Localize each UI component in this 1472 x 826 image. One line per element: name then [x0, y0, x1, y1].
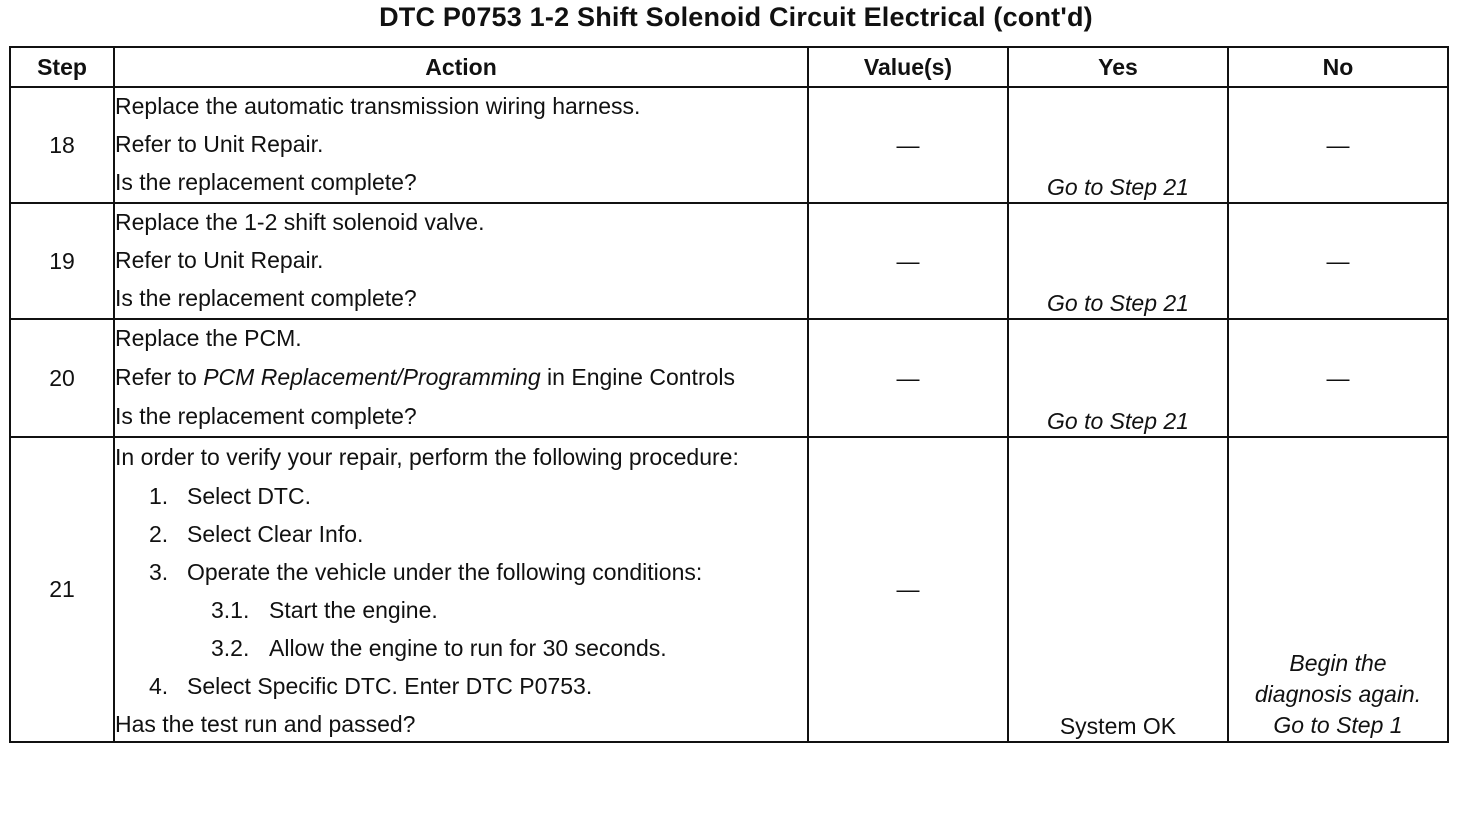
list-item — [115, 554, 807, 592]
header-values: Value(s) — [808, 47, 1008, 87]
action-line: Replace the PCM. — [115, 325, 302, 351]
no-cell: — — [1228, 203, 1448, 319]
action-intro: In order to verify your repair, perform the following procedure: — [115, 444, 739, 470]
header-yes: Yes — [1008, 47, 1228, 87]
value-cell: — — [808, 203, 1008, 319]
value-cell: — — [808, 437, 1008, 742]
list-number: 3. — [149, 559, 169, 585]
list-item — [115, 516, 807, 554]
yes-cell: Go to Step 21 — [1008, 203, 1228, 319]
action-cell — [114, 437, 808, 742]
step-number: 21 — [10, 437, 114, 742]
action-line: Is the replacement complete? — [115, 403, 417, 429]
yes-cell: Go to Step 21 — [1008, 87, 1228, 203]
reference-link-text: PCM Replacement/Programming — [203, 364, 541, 390]
reference-suffix: in Engine Controls — [540, 364, 736, 390]
step-number: 18 — [10, 87, 114, 203]
list-text: Select Clear Info. — [187, 521, 364, 547]
page-title: DTC P0753 1-2 Shift Solenoid Circuit Electrical (cont'd) — [379, 2, 1093, 32]
sub-list-item — [115, 630, 807, 668]
sub-list-item — [115, 592, 807, 630]
action-line: Refer to Unit Repair. — [115, 247, 324, 273]
action-line: Is the replacement complete? — [115, 285, 417, 311]
step-number: 20 — [10, 319, 114, 437]
table-header-row — [10, 47, 1448, 87]
table-row — [10, 203, 1448, 319]
list-item — [115, 668, 807, 706]
value-cell: — — [808, 87, 1008, 203]
list-number: 2. — [149, 521, 169, 547]
list-number: 4. — [149, 673, 169, 699]
action-reference — [115, 358, 807, 398]
reference-prefix: Refer to — [115, 364, 204, 390]
yes-cell: Go to Step 21 — [1008, 319, 1228, 437]
table-row — [10, 87, 1448, 203]
list-number: 3.1. — [211, 597, 250, 623]
action-line: Refer to Unit Repair. — [115, 131, 324, 157]
table-row — [10, 319, 1448, 437]
diagnostic-table — [9, 46, 1449, 743]
step-number: 19 — [10, 203, 114, 319]
list-text: Select Specific DTC. Enter DTC P0753. — [187, 673, 593, 699]
header-action: Action — [114, 47, 808, 87]
action-cell — [114, 87, 808, 203]
yes-cell: System OK — [1008, 437, 1228, 742]
header-no: No — [1228, 47, 1448, 87]
action-cell — [114, 203, 808, 319]
value-cell: — — [808, 319, 1008, 437]
action-question: Has the test run and passed? — [115, 711, 416, 737]
action-line: Replace the automatic transmission wiring harness. — [115, 93, 641, 119]
no-cell — [1228, 437, 1448, 742]
list-number: 3.2. — [211, 635, 250, 661]
header-step: Step — [10, 47, 114, 87]
no-cell: — — [1228, 87, 1448, 203]
action-line: Replace the 1-2 shift solenoid valve. — [115, 209, 485, 235]
list-text: Start the engine. — [269, 597, 438, 623]
no-cell: — — [1228, 319, 1448, 437]
no-line: diagnosis again. — [1254, 681, 1422, 707]
list-text: Allow the engine to run for 30 seconds. — [269, 635, 667, 661]
list-number: 1. — [149, 483, 169, 509]
list-text: Select DTC. — [187, 483, 311, 509]
no-line: Begin the — [1289, 650, 1387, 676]
action-line: Is the replacement complete? — [115, 169, 417, 195]
list-item — [115, 478, 807, 516]
action-cell — [114, 319, 808, 437]
table-row — [10, 437, 1448, 742]
list-text: Operate the vehicle under the following conditions: — [187, 559, 703, 585]
no-line: Go to Step 1 — [1273, 712, 1403, 738]
